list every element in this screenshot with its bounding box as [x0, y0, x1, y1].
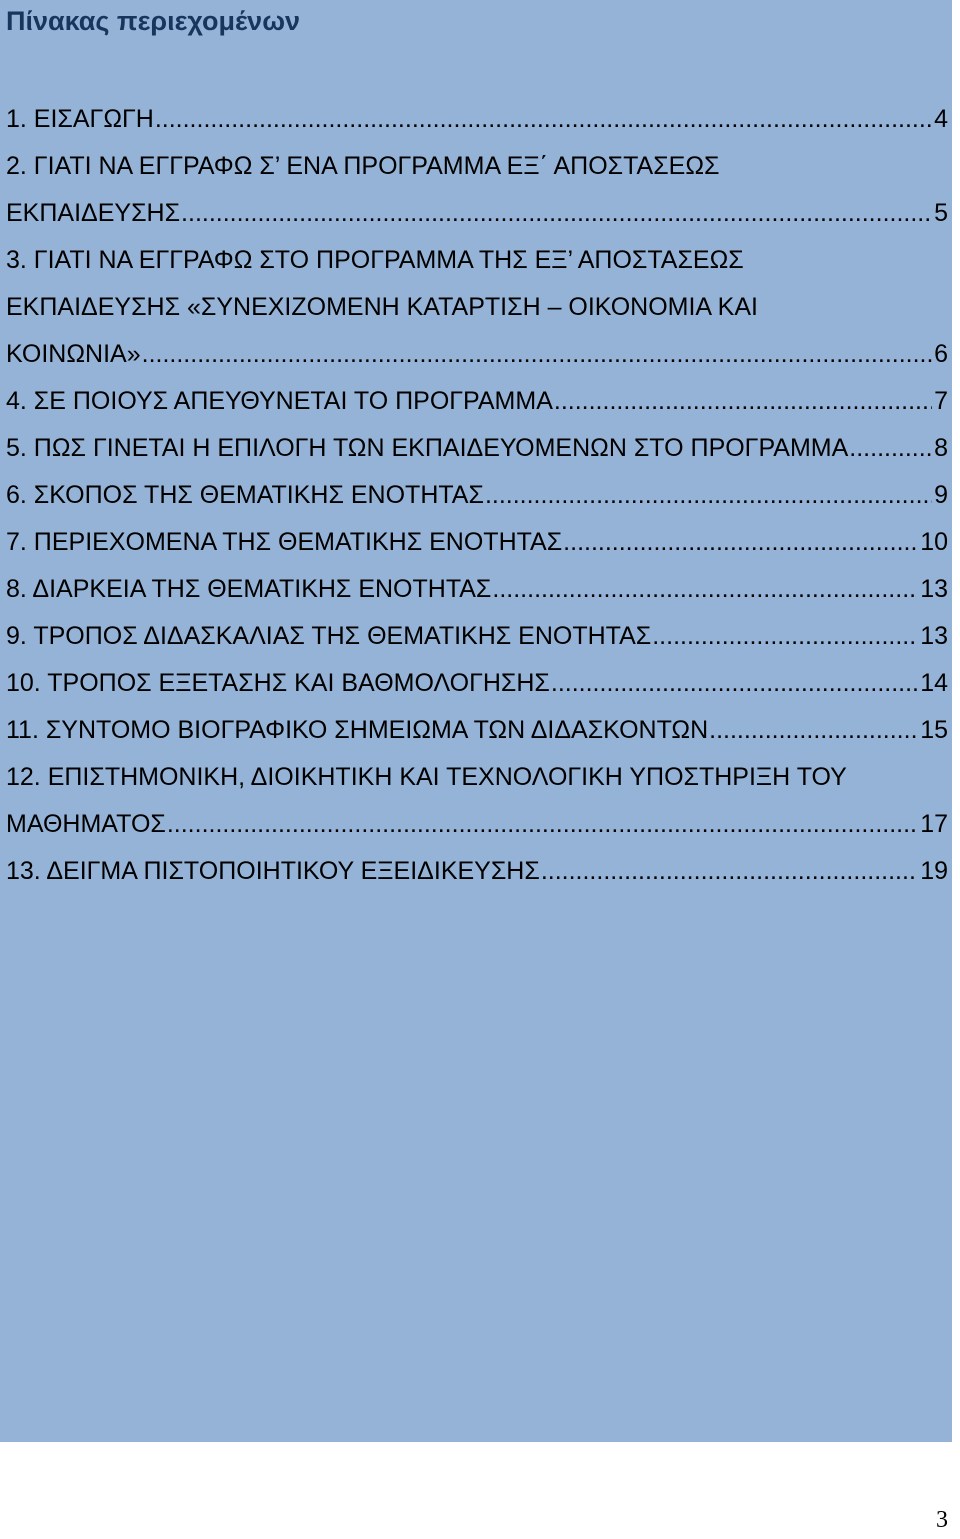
- toc-dot-leader: [849, 425, 932, 472]
- toc-page-number: 13: [920, 622, 948, 650]
- toc-dot-leader: [485, 472, 932, 519]
- toc-dot-leader: [142, 331, 932, 378]
- toc-entry-line: [6, 801, 948, 848]
- toc-entry-text: 9. ΤΡΟΠΟΣ ΔΙΔΑΣΚΑΛΙΑΣ ΤΗΣ ΘΕΜΑΤΙΚΗΣ ΕΝΟΤΗΤΑΣ: [6, 622, 652, 650]
- toc-page-number: 5: [934, 199, 948, 227]
- toc-entry-line: [6, 96, 948, 143]
- toc-entry-text: 6. ΣΚΟΠΟΣ ΤΗΣ ΘΕΜΑΤΙΚΗΣ ΕΝΟΤΗΤΑΣ: [6, 481, 484, 509]
- toc-entry-text: 4. ΣΕ ΠΟΙΟΥΣ ΑΠΕΥΘΥΝΕΤΑΙ ΤΟ ΠΡΟΓΡΑΜΜΑ: [6, 387, 553, 415]
- toc-entry-line: [6, 754, 948, 801]
- toc-entry-text: 2. ΓΙΑΤΙ ΝΑ ΕΓΓΡΑΦΩ Σ’ ΕΝΑ ΠΡΟΓΡΑΜΜΑ ΕΞ΄ ΑΠΟΣΤΑΣΕΩΣ: [6, 152, 720, 180]
- toc-entry-text: 10. ΤΡΟΠΟΣ ΕΞΕΤΑΣΗΣ ΚΑΙ ΒΑΘΜΟΛΟΓΗΣΗΣ: [6, 669, 550, 697]
- toc-page-number: 4: [934, 105, 948, 133]
- toc-page-number: 9: [934, 481, 948, 509]
- toc-dot-leader: [551, 660, 918, 707]
- toc-entry-text: 5. ΠΩΣ ΓΙΝΕΤΑΙ Η ΕΠΙΛΟΓΗ ΤΩΝ ΕΚΠΑΙΔΕΥΟΜΕΝΩΝ ΣΤΟ ΠΡΟΓΡΑΜΜΑ: [6, 434, 849, 462]
- toc-entry[interactable]: [6, 519, 948, 566]
- toc-entry-text: 12. ΕΠΙΣΤΗΜΟΝΙΚΗ, ΔΙΟΙΚΗΤΙΚΗ ΚΑΙ ΤΕΧΝΟΛΟΓΙΚΗ ΥΠΟΣΤΗΡΙΞΗ ΤΟΥ: [6, 763, 847, 791]
- toc-page-number: 19: [920, 857, 948, 885]
- toc-entry[interactable]: [6, 566, 948, 613]
- toc-page-number: 8: [934, 434, 948, 462]
- toc-dot-leader: [563, 519, 918, 566]
- toc-page-number: 13: [920, 575, 948, 603]
- toc-entry-line: [6, 237, 948, 284]
- toc-dot-leader: [167, 801, 918, 848]
- toc-title: Πίνακας περιεχομένων: [6, 6, 301, 36]
- toc-entry-line: [6, 707, 948, 754]
- toc-entry-text: 8. ΔΙΑΡΚΕΙΑ ΤΗΣ ΘΕΜΑΤΙΚΗΣ ΕΝΟΤΗΤΑΣ: [6, 575, 492, 603]
- toc-entry-text: 1. ΕΙΣΑΓΩΓΗ: [6, 105, 154, 133]
- toc-list: [6, 96, 948, 895]
- toc-entry[interactable]: [6, 754, 948, 848]
- toc-entry-line: [6, 331, 948, 378]
- toc-entry-text: 7. ΠΕΡΙΕΧΟΜΕΝΑ ΤΗΣ ΘΕΜΑΤΙΚΗΣ ΕΝΟΤΗΤΑΣ: [6, 528, 563, 556]
- toc-entry[interactable]: [6, 143, 948, 237]
- toc-entry-text: ΕΚΠΑΙΔΕΥΣΗΣ «ΣΥΝΕΧΙΖΟΜΕΝΗ ΚΑΤΑΡΤΙΣΗ – ΟΙΚΟΝΟΜΙΑ ΚΑΙ: [6, 293, 758, 321]
- toc-entry-line: [6, 848, 948, 895]
- toc-page-number: 6: [934, 340, 948, 368]
- toc-entry-line: [6, 143, 948, 190]
- toc-entry-line: [6, 660, 948, 707]
- toc-page-number: 10: [920, 528, 948, 556]
- toc-entry-line: [6, 284, 948, 331]
- toc-dot-leader: [541, 848, 918, 895]
- toc-entry-line: [6, 425, 948, 472]
- toc-entry-line: [6, 519, 948, 566]
- toc-entry-line: [6, 472, 948, 519]
- toc-entry-text: 13. ΔΕΙΓΜΑ ΠΙΣΤΟΠΟΙΗΤΙΚΟΥ ΕΞΕΙΔΙΚΕΥΣΗΣ: [6, 857, 540, 885]
- toc-entry-line: [6, 378, 948, 425]
- toc-dot-leader: [155, 96, 932, 143]
- toc-entry-text: 3. ΓΙΑΤΙ ΝΑ ΕΓΓΡΑΦΩ ΣΤΟ ΠΡΟΓΡΑΜΜΑ ΤΗΣ ΕΞ’ ΑΠΟΣΤΑΣΕΩΣ: [6, 246, 744, 274]
- page-number: 3: [936, 1507, 948, 1533]
- toc-entry-line: [6, 613, 948, 660]
- toc-dot-leader: [709, 707, 918, 754]
- toc-entry[interactable]: [6, 707, 948, 754]
- toc-entry[interactable]: [6, 96, 948, 143]
- toc-entry[interactable]: [6, 378, 948, 425]
- toc-entry[interactable]: [6, 848, 948, 895]
- toc-entry[interactable]: [6, 472, 948, 519]
- toc-dot-leader: [181, 190, 932, 237]
- toc-entry[interactable]: [6, 660, 948, 707]
- toc-entry-text: 11. ΣΥΝΤΟΜΟ ΒΙΟΓΡΑΦΙΚΟ ΣΗΜΕΙΩΜΑ ΤΩΝ ΔΙΔΑΣΚΟΝΤΩΝ: [6, 716, 709, 744]
- toc-entry[interactable]: [6, 613, 948, 660]
- toc-page-number: 15: [920, 716, 948, 744]
- toc-entry[interactable]: [6, 425, 948, 472]
- toc-entry-text: ΕΚΠΑΙΔΕΥΣΗΣ: [6, 199, 181, 227]
- toc-entry-line: [6, 190, 948, 237]
- toc-dot-leader: [554, 378, 932, 425]
- toc-page-number: 14: [920, 669, 948, 697]
- toc-entry-text: ΜΑΘΗΜΑΤΟΣ: [6, 810, 166, 838]
- toc-dot-leader: [492, 566, 918, 613]
- toc-dot-leader: [652, 613, 918, 660]
- toc-page-number: 17: [920, 810, 948, 838]
- toc-entry-text: ΚΟΙΝΩΝΙΑ»: [6, 340, 141, 368]
- toc-entry-line: [6, 566, 948, 613]
- toc-entry[interactable]: [6, 237, 948, 378]
- toc-page-number: 7: [934, 387, 948, 415]
